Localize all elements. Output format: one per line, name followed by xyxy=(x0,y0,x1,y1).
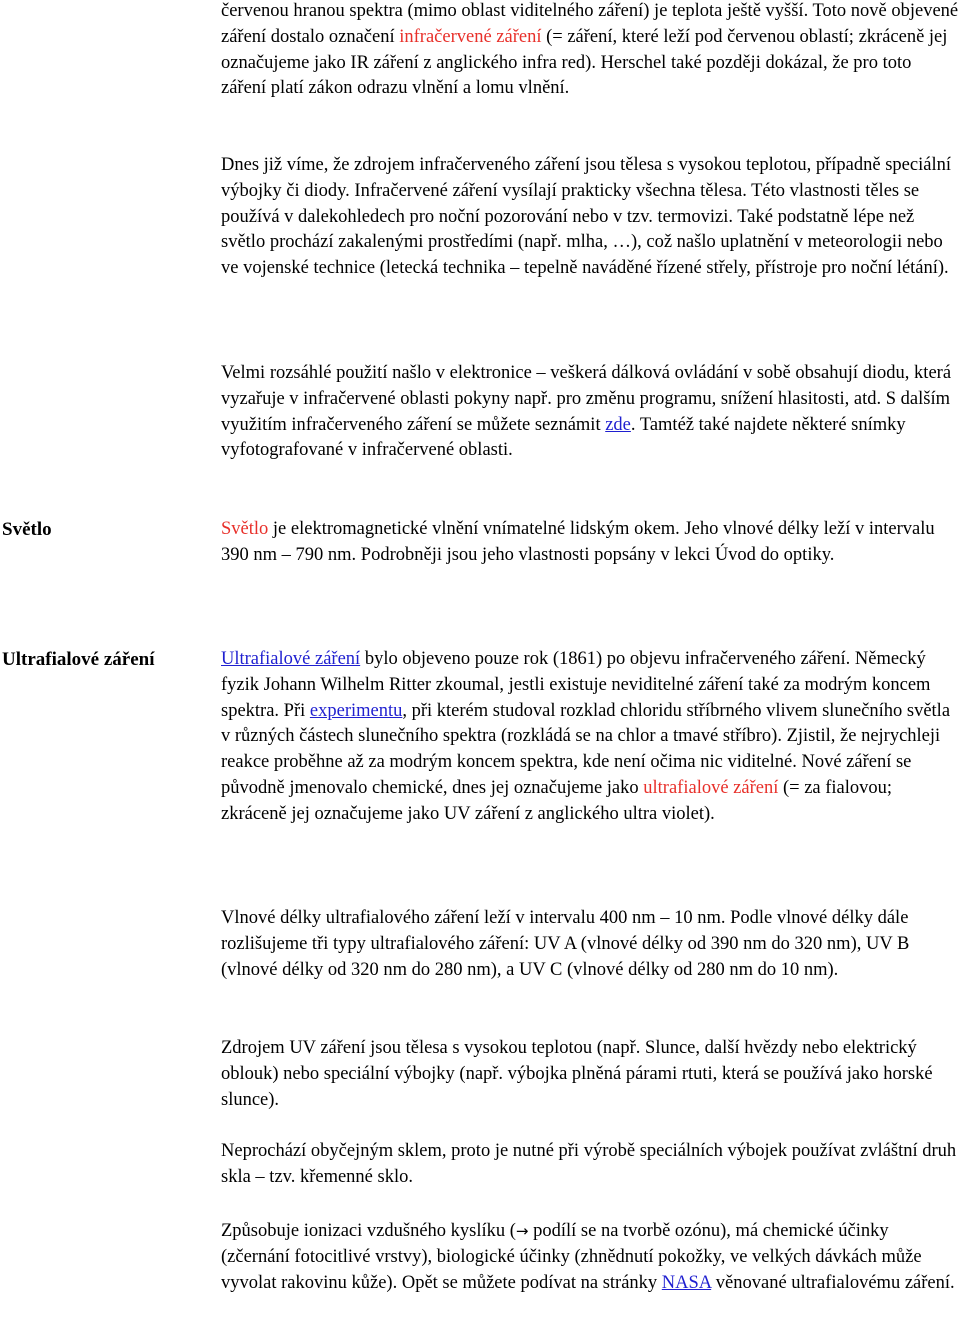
svetlo-highlight: Světlo xyxy=(221,519,269,539)
uv-text: podílí se na tvorbě ozónu), má chemické účinky (zčernání fotocitlivé vrstvy), biologické účinky (zhnědnutí pokožky, ve velkých dávkách může vyvolat rakovinu kůže). Opět se můžete podívat na stránky xyxy=(221,1221,922,1293)
uv-term-highlight: ultrafialové záření xyxy=(643,777,779,798)
uv-paragraph-3: Zdrojem UV záření jsou tělesa s vysokou teplotou (např. Slunce, další hvězdy nebo elektrický oblouk) nebo speciální výbojky (např. výbojka plněná párami rtuti, která se používá jako horské slunce). xyxy=(221,1038,933,1110)
ir-paragraph-2: Dnes již víme, že zdrojem infračerveného záření jsou tělesa s vysokou teplotou, případně speciální výbojky či diody. Infračervené záření vysílají prakticky všechna tělesa. Této vlastnosti těles se používá v dalekohledech pro noční pozorování nebo v tzv. termovizi. Také podstatně lépe než světlo prochází zakalenými prostředími (např. mlha, …), což našlo uplatnění v meteorologii nebo ve vojenské technice (letecká technika – tepelně naváděné řízené střely, přístroje pro noční létání). xyxy=(221,155,951,279)
ir-text: červenou hranou spektra (mimo oblast viditelného záření) je teplota ještě vyšší. xyxy=(221,1,809,21)
ir-paragraph-3 xyxy=(221,361,960,464)
ultrafialove-zareni-link[interactable]: Ultrafialové záření xyxy=(221,649,361,669)
uv-text: (= za fialovou; zkráceně jej označujeme jako UV záření z anglického ultra violet). xyxy=(221,777,893,824)
ir-text: Toto nově objevené záření dostalo označení xyxy=(221,1,959,47)
ir-text: . Tamtéž také najdete některé snímky vyfotografované v infračervené oblasti. xyxy=(221,414,906,461)
ir-text: Velmi rozsáhlé použití našlo v elektronice – veškerá dálková ovládání v sobě obsahují diodu, která vyzařuje v infračervené oblasti pokyny např. pro změnu programu, snížení hlasitosti, atd. S dalším využitím infračerveného záření se můžete seznámit xyxy=(221,363,952,435)
arrow-right-icon: → xyxy=(515,1222,529,1240)
ir-text: (= záření, které leží pod červenou oblastí; zkráceně jej označujeme jako IR záření z anglického infra red). Herschel také později dokázal, že pro toto záření platí zákon odrazu vlnění a lomu vlnění. xyxy=(221,26,948,99)
zde-link[interactable]: zde xyxy=(605,414,631,435)
uv-paragraph-1 xyxy=(221,647,960,828)
uv-text: věnované ultrafialovému záření. xyxy=(711,1272,955,1293)
ir-term-highlight: infračervené záření xyxy=(399,26,542,47)
experimentu-link[interactable]: experimentu xyxy=(309,700,403,721)
uv-paragraph-4: Neprochází obyčejným sklem, proto je nutné při výrobě speciálních výbojek používat zvláštní druh skla – tzv. křemenné sklo. xyxy=(221,1141,957,1187)
uv-text: , při kterém studoval rozklad chloridu stříbrného vlivem slunečního světla v různých částech slunečního spektra (rozkládá se na chlor a tmavé stříbro). Zjistil, že nejrychleji reakce proběhne až za modrým koncem spektra, kde není očima nic viditelné. Nové záření se původně jmenovalo chemické, dnes jej označujeme jako xyxy=(221,700,951,798)
term-ultrafialove: Ultrafialové záření xyxy=(2,649,155,670)
nasa-link[interactable]: NASA xyxy=(661,1272,712,1293)
uv-text: Způsobuje ionizaci vzdušného kyslíku ( xyxy=(221,1221,516,1241)
uv-text: bylo objeveno pouze rok (1861) po objevu infračerveného záření. Německý fyzik Johann Wilhelm Ritter zkoumal, jestli existuje neviditelné záření také za modrým koncem spektra. Při xyxy=(221,649,931,721)
svetlo-paragraph xyxy=(221,517,960,569)
uv-paragraph-2: Vlnové délky ultrafialového záření leží v intervalu 400 nm – 10 nm. Podle vlnové délky dále rozlišujeme tři typy ultrafialového záření: UV A (vlnové délky od 390 nm do 320 nm), UV B (vlnové délky od 320 nm do 280 nm), a UV C (vlnové délky od 280 nm do 10 nm). xyxy=(221,908,910,980)
svetlo-text: je elektromagnetické vlnění vnímatelné lidským okem. Jeho vlnové délky leží v intervalu 390 nm – 790 nm. Podrobněji jsou jeho vlastnosti popsány v lekci Úvod do optiky. xyxy=(221,519,935,565)
uv-paragraph-5 xyxy=(221,1219,960,1296)
ir-paragraph-1 xyxy=(221,0,960,102)
term-svetlo: Světlo xyxy=(2,519,52,540)
